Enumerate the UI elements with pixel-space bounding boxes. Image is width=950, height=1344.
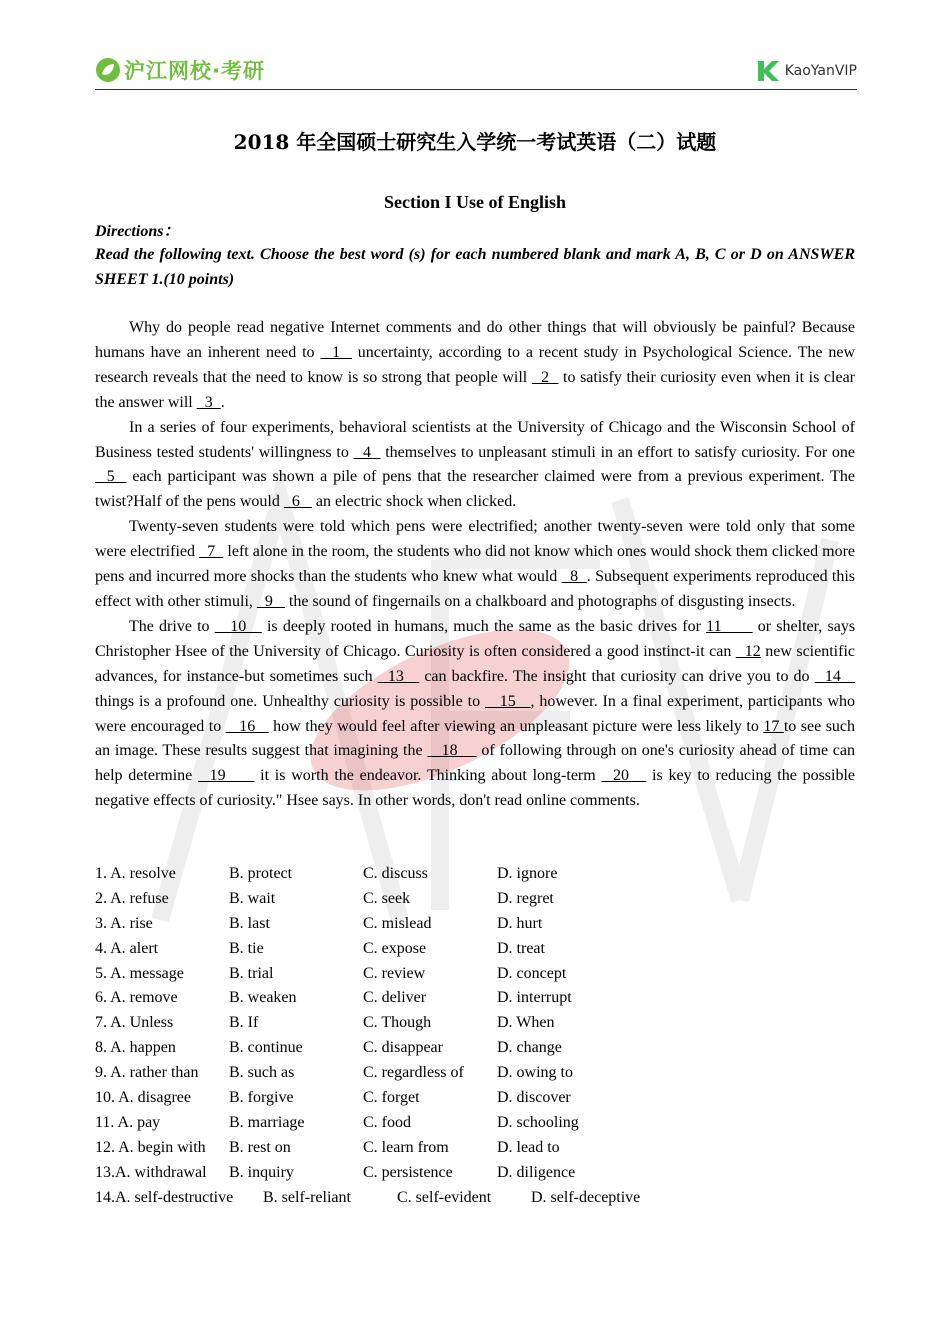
option-a: 7. A. Unless: [95, 1014, 174, 1032]
option-a: 5. A. message: [95, 964, 184, 982]
blank-9: 9: [256, 592, 285, 610]
option-d: D. treat: [497, 939, 545, 957]
option-c: C. persistence: [363, 1163, 453, 1181]
option-c: C. food: [363, 1113, 411, 1131]
option-a: 4. A. alert: [95, 939, 159, 957]
option-d: D. When: [497, 1014, 555, 1032]
option-b: B. last: [229, 914, 270, 932]
option-d: D. hurt: [497, 914, 543, 932]
option-b: B. protect: [229, 865, 293, 882]
cloze-passage: [95, 316, 855, 814]
blank-1: 1: [320, 343, 352, 361]
hujiang-logo: [95, 55, 265, 85]
option-a: 9. A. rather than: [95, 1064, 199, 1082]
leaf-icon: [95, 57, 121, 83]
option-d: D. change: [497, 1039, 562, 1057]
exam-title: 2018 年全国硕士研究生入学统一考试英语（二）试题: [233, 130, 717, 154]
option-d: D. owing to: [497, 1064, 573, 1082]
option-c: C. mislead: [363, 914, 432, 932]
directions-text: Read the following text. Choose the best word (s) for each numbered blank and mark A, B, C or D on ANSWER SHEET 1.(10 points): [95, 246, 855, 288]
brand-right-text: KaoYanVIP: [784, 63, 857, 79]
option-c: C. seek: [363, 889, 411, 907]
option-b: B. rest on: [229, 1138, 291, 1156]
k-logo-icon: [755, 58, 781, 84]
option-row-14: [95, 1186, 855, 1211]
option-c: C. forget: [363, 1089, 420, 1107]
blank-19: 19: [198, 767, 255, 785]
blank-10: 10: [214, 617, 262, 635]
blank-13: 13: [377, 667, 420, 685]
option-row-5: [95, 962, 855, 987]
option-b: B. inquiry: [229, 1163, 294, 1181]
option-c: C. deliver: [363, 989, 427, 1007]
blank-18: 18: [427, 742, 477, 760]
option-row-12: [95, 1136, 855, 1161]
blank-17: 17: [763, 717, 784, 735]
option-c: C. expose: [363, 939, 427, 957]
option-b: B. such as: [229, 1064, 295, 1082]
option-row-1: [95, 862, 855, 887]
kaoyanvip-logo: [755, 57, 857, 85]
option-d: D. schooling: [497, 1113, 579, 1131]
blank-15: 15: [485, 692, 531, 710]
option-a: 8. A. happen: [95, 1039, 176, 1057]
option-a: 13.A. withdrawal: [95, 1163, 207, 1181]
blank-12: 12: [735, 642, 761, 660]
option-c: C. discuss: [363, 865, 428, 882]
option-c: C. self-evident: [397, 1188, 492, 1206]
option-row-13: [95, 1161, 855, 1186]
option-row-7: [95, 1011, 855, 1036]
option-d: D. discover: [497, 1089, 571, 1107]
option-c: C. learn from: [363, 1138, 449, 1156]
option-a: 3. A. rise: [95, 914, 153, 932]
blank-16: 16: [225, 717, 269, 735]
page-header: [95, 55, 857, 90]
blank-14: 14: [814, 667, 856, 685]
option-a: 14.A. self-destructive: [95, 1188, 234, 1206]
option-row-2: [95, 887, 855, 912]
paragraph-2: In a series of four experiments, behavioral scientists at the University of Chicago and the Wisconsin School of Business tested students' willingness to 4 themselves to unpleasant stimuli in an effort to satisfy curiosity. For one 5 each participant was shown a pile of pens that the researcher claimed were from a previous experiment. The twist?Half of the pens would 6 an electric shock when clicked.: [95, 418, 856, 511]
option-d: D. self-deceptive: [531, 1188, 641, 1206]
option-b: B. wait: [229, 889, 276, 907]
option-row-4: [95, 937, 855, 962]
option-a: 2. A. refuse: [95, 889, 169, 907]
blank-6: 6: [283, 493, 312, 511]
section-heading: Section I Use of English: [383, 192, 567, 212]
option-d: D. ignore: [497, 865, 558, 882]
option-c: C. Though: [363, 1014, 432, 1032]
option-a: 12. A. begin with: [95, 1138, 206, 1156]
blank-11: 11: [706, 617, 753, 635]
option-b: B. tie: [229, 939, 264, 957]
option-b: B. weaken: [229, 989, 297, 1007]
paragraph-1: Why do people read negative Internet comments and do other things that will obviously be painful? Because humans have an inherent need to 1 uncertainty, according to a recent study in Psychological Science. The new research reveals that the need to know is so strong that people will 2 to satisfy their curiosity even when it is clear the answer will 3 .: [95, 319, 856, 411]
option-c: C. review: [363, 964, 426, 982]
option-d: D. concept: [497, 964, 567, 982]
blank-20: 20: [601, 767, 647, 785]
paragraph-3: Twenty-seven students were told which pens were electrified; another twenty-seven were told only that some were electrified 7 left alone in the room, the students who did not know which ones would shock them clicked more pens and incurred more shocks than the students who knew what would 8 . Subsequent experiments reproduced this effect with other stimuli, 9 the sound of fingernails on a chalkboard and photographs of disgusting insects.: [95, 518, 856, 610]
option-b: B. If: [229, 1014, 259, 1032]
option-d: D. interrupt: [497, 989, 572, 1007]
option-row-10: [95, 1086, 855, 1111]
blank-7: 7: [199, 543, 224, 561]
option-a: 11. A. pay: [95, 1113, 161, 1131]
option-b: B. trial: [229, 964, 274, 982]
option-row-11: [95, 1111, 855, 1136]
blank-4: 4: [353, 443, 381, 461]
option-b: B. continue: [229, 1039, 303, 1057]
directions-heading: Directions：: [95, 223, 180, 240]
brand-left-text: 沪江网校·考研: [124, 59, 265, 83]
option-row-3: [95, 912, 855, 937]
option-d: D. regret: [497, 889, 554, 907]
option-a: 6. A. remove: [95, 989, 178, 1007]
option-d: D. lead to: [497, 1138, 560, 1156]
blank-5: 5: [95, 468, 127, 486]
option-c: C. regardless of: [363, 1064, 464, 1082]
option-b: B. self-reliant: [263, 1188, 351, 1206]
option-d: D. diligence: [497, 1163, 576, 1181]
answer-options: [95, 862, 855, 1210]
option-a: 1. A. resolve: [95, 865, 176, 882]
option-row-9: [95, 1061, 855, 1086]
option-b: B. marriage: [229, 1113, 305, 1131]
option-a: 10. A. disagree: [95, 1089, 191, 1107]
option-c: C. disappear: [363, 1039, 443, 1057]
option-row-8: [95, 1036, 855, 1061]
blank-8: 8: [561, 568, 587, 586]
option-row-6: [95, 986, 855, 1011]
option-b: B. forgive: [229, 1089, 294, 1107]
paragraph-4: The drive to 10 is deeply rooted in humans, much the same as the basic drives for 11 or shelter, says Christopher Hsee of the University of Chicago. Curiosity is often considered a good instinct-it can 12 new scientific advances, for instance-but sometimes such 13 can backfire. The insight that curiosity can drive you to do 14 things is a profound one. Unhealthy curiosity is possible to 15 , however. In a final experiment, participants who were encouraged to 16 how they would feel after viewing an unpleasant picture were less likely to 17 to see such an image. These results suggest that imagining the 18 of following through on one's curiosity ahead of time can help determine 19 it is worth the endeavor. Thinking about long-term 20 is key to reducing the possible negative effects of curiosity." Hsee says. In other words, don't read online comments.: [95, 617, 856, 810]
blank-3: 3: [196, 393, 221, 411]
blank-2: 2: [531, 368, 559, 386]
